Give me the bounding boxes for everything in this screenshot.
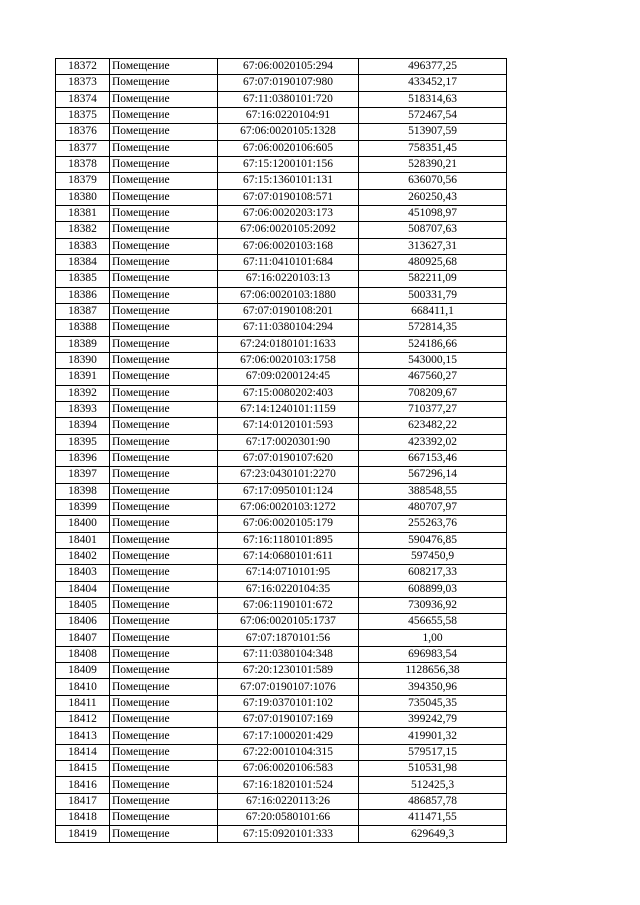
cadastral-number-cell: 67:22:0010104:315 — [218, 744, 359, 760]
table-row — [56, 434, 507, 450]
object-type-cell: Помещение — [110, 663, 218, 679]
row-number-cell: 18377 — [56, 140, 110, 156]
cadastral-value-cell: 255263,76 — [359, 516, 507, 532]
cadastral-number-cell: 67:07:0190107:169 — [218, 712, 359, 728]
table-row — [56, 548, 507, 564]
row-number-cell: 18414 — [56, 744, 110, 760]
cadastral-value-cell: 513907,59 — [359, 124, 507, 140]
row-number-cell: 18412 — [56, 712, 110, 728]
cadastral-number-cell: 67:16:0220103:13 — [218, 271, 359, 287]
cadastral-number-cell: 67:15:1360101:131 — [218, 173, 359, 189]
cadastral-number-cell: 67:11:0380104:348 — [218, 646, 359, 662]
cadastral-number-cell: 67:06:0020106:605 — [218, 140, 359, 156]
cadastral-number-cell: 67:06:0020103:1880 — [218, 287, 359, 303]
table-row — [56, 532, 507, 548]
cadastral-number-cell: 67:06:0020105:179 — [218, 516, 359, 532]
object-type-cell: Помещение — [110, 59, 218, 75]
cadastral-number-cell: 67:06:0020105:2092 — [218, 222, 359, 238]
row-number-cell: 18416 — [56, 777, 110, 793]
row-number-cell: 18388 — [56, 320, 110, 336]
cadastral-value-cell: 456655,58 — [359, 614, 507, 630]
cadastral-number-cell: 67:15:1200101:156 — [218, 156, 359, 172]
table-row — [56, 124, 507, 140]
cadastral-value-cell: 423392,02 — [359, 434, 507, 450]
row-number-cell: 18391 — [56, 369, 110, 385]
cadastral-number-cell: 67:17:0950101:124 — [218, 483, 359, 499]
row-number-cell: 18392 — [56, 385, 110, 401]
cadastral-value-cell: 708209,67 — [359, 385, 507, 401]
row-number-cell: 18390 — [56, 352, 110, 368]
table-row — [56, 271, 507, 287]
table-row — [56, 679, 507, 695]
table-row — [56, 450, 507, 466]
cadastral-number-cell: 67:24:0180101:1633 — [218, 336, 359, 352]
table-row — [56, 156, 507, 172]
table-row — [56, 597, 507, 613]
object-type-cell: Помещение — [110, 532, 218, 548]
cadastral-value-cell: 1,00 — [359, 630, 507, 646]
cadastral-number-cell: 67:07:0190107:980 — [218, 75, 359, 91]
cadastral-value-cell: 512425,3 — [359, 777, 507, 793]
object-type-cell: Помещение — [110, 679, 218, 695]
cadastral-number-cell: 67:11:0410101:684 — [218, 254, 359, 270]
cadastral-number-cell: 67:07:0190108:201 — [218, 303, 359, 319]
table-row — [56, 663, 507, 679]
table-row — [56, 630, 507, 646]
row-number-cell: 18380 — [56, 189, 110, 205]
row-number-cell: 18404 — [56, 581, 110, 597]
object-type-cell: Помещение — [110, 336, 218, 352]
cadastral-number-cell: 67:11:0380104:294 — [218, 320, 359, 336]
cadastral-number-cell: 67:15:0080202:403 — [218, 385, 359, 401]
table-row — [56, 59, 507, 75]
cadastral-number-cell: 67:20:1230101:589 — [218, 663, 359, 679]
row-number-cell: 18376 — [56, 124, 110, 140]
cadastral-number-cell: 67:14:1240101:1159 — [218, 401, 359, 417]
cadastral-value-cell: 419901,32 — [359, 728, 507, 744]
cadastral-value-cell: 579517,15 — [359, 744, 507, 760]
row-number-cell: 18411 — [56, 695, 110, 711]
table-row — [56, 336, 507, 352]
object-type-cell: Помещение — [110, 516, 218, 532]
object-type-cell: Помещение — [110, 369, 218, 385]
cadastral-number-cell: 67:16:1820101:524 — [218, 777, 359, 793]
cadastral-number-cell: 67:16:0220104:91 — [218, 107, 359, 123]
object-type-cell: Помещение — [110, 238, 218, 254]
object-type-cell: Помещение — [110, 826, 218, 842]
cadastral-value-cell: 730936,92 — [359, 597, 507, 613]
cadastral-value-table — [55, 58, 507, 843]
cadastral-value-cell: 260250,43 — [359, 189, 507, 205]
cadastral-number-cell: 67:17:1000201:429 — [218, 728, 359, 744]
row-number-cell: 18389 — [56, 336, 110, 352]
cadastral-number-cell: 67:16:0220104:35 — [218, 581, 359, 597]
cadastral-number-cell: 67:14:0680101:611 — [218, 548, 359, 564]
object-type-cell: Помещение — [110, 434, 218, 450]
cadastral-number-cell: 67:07:1870101:56 — [218, 630, 359, 646]
cadastral-value-cell: 608899,03 — [359, 581, 507, 597]
row-number-cell: 18374 — [56, 91, 110, 107]
row-number-cell: 18394 — [56, 418, 110, 434]
object-type-cell: Помещение — [110, 271, 218, 287]
row-number-cell: 18417 — [56, 793, 110, 809]
object-type-cell: Помещение — [110, 728, 218, 744]
table-row — [56, 401, 507, 417]
cadastral-number-cell: 67:11:0380101:720 — [218, 91, 359, 107]
object-type-cell: Помещение — [110, 205, 218, 221]
object-type-cell: Помещение — [110, 287, 218, 303]
table-row — [56, 777, 507, 793]
row-number-cell: 18413 — [56, 728, 110, 744]
row-number-cell: 18393 — [56, 401, 110, 417]
object-type-cell: Помещение — [110, 483, 218, 499]
cadastral-number-cell: 67:07:0190107:620 — [218, 450, 359, 466]
table-row — [56, 646, 507, 662]
table-row — [56, 826, 507, 842]
cadastral-value-cell: 394350,96 — [359, 679, 507, 695]
cadastral-number-cell: 67:15:0920101:333 — [218, 826, 359, 842]
object-type-cell: Помещение — [110, 614, 218, 630]
row-number-cell: 18402 — [56, 548, 110, 564]
row-number-cell: 18410 — [56, 679, 110, 695]
object-type-cell: Помещение — [110, 173, 218, 189]
object-type-cell: Помещение — [110, 695, 218, 711]
table-row — [56, 516, 507, 532]
table-row — [56, 91, 507, 107]
table-row — [56, 695, 507, 711]
table-row — [56, 581, 507, 597]
cadastral-value-cell: 590476,85 — [359, 532, 507, 548]
cadastral-value-cell: 636070,56 — [359, 173, 507, 189]
row-number-cell: 18373 — [56, 75, 110, 91]
cadastral-value-cell: 399242,79 — [359, 712, 507, 728]
table-row — [56, 189, 507, 205]
cadastral-value-cell: 313627,31 — [359, 238, 507, 254]
object-type-cell: Помещение — [110, 156, 218, 172]
object-type-cell: Помещение — [110, 401, 218, 417]
cadastral-value-cell: 629649,3 — [359, 826, 507, 842]
row-number-cell: 18399 — [56, 499, 110, 515]
cadastral-number-cell: 67:20:0580101:66 — [218, 810, 359, 826]
object-type-cell: Помещение — [110, 565, 218, 581]
object-type-cell: Помещение — [110, 630, 218, 646]
row-number-cell: 18400 — [56, 516, 110, 532]
cadastral-value-cell: 597450,9 — [359, 548, 507, 564]
object-type-cell: Помещение — [110, 744, 218, 760]
cadastral-number-cell: 67:07:0190108:571 — [218, 189, 359, 205]
cadastral-value-cell: 411471,55 — [359, 810, 507, 826]
cadastral-number-cell: 67:19:0370101:102 — [218, 695, 359, 711]
cadastral-value-cell: 567296,14 — [359, 467, 507, 483]
cadastral-value-cell: 508707,63 — [359, 222, 507, 238]
table-row — [56, 467, 507, 483]
cadastral-value-cell: 696983,54 — [359, 646, 507, 662]
cadastral-value-cell: 608217,33 — [359, 565, 507, 581]
cadastral-value-cell: 735045,35 — [359, 695, 507, 711]
table-row — [56, 614, 507, 630]
cadastral-value-cell: 710377,27 — [359, 401, 507, 417]
table-row — [56, 222, 507, 238]
table-row — [56, 352, 507, 368]
table-row — [56, 320, 507, 336]
object-type-cell: Помещение — [110, 254, 218, 270]
cadastral-value-cell: 1128656,38 — [359, 663, 507, 679]
cadastral-number-cell: 67:14:0710101:95 — [218, 565, 359, 581]
row-number-cell: 18415 — [56, 761, 110, 777]
object-type-cell: Помещение — [110, 222, 218, 238]
object-type-cell: Помещение — [110, 646, 218, 662]
table-row — [56, 810, 507, 826]
table-row — [56, 565, 507, 581]
table-row — [56, 712, 507, 728]
table-row — [56, 205, 507, 221]
object-type-cell: Помещение — [110, 107, 218, 123]
table-body — [56, 59, 507, 843]
row-number-cell: 18382 — [56, 222, 110, 238]
row-number-cell: 18398 — [56, 483, 110, 499]
row-number-cell: 18407 — [56, 630, 110, 646]
object-type-cell: Помещение — [110, 810, 218, 826]
row-number-cell: 18418 — [56, 810, 110, 826]
row-number-cell: 18408 — [56, 646, 110, 662]
table-row — [56, 744, 507, 760]
cadastral-number-cell: 67:06:0020105:1737 — [218, 614, 359, 630]
row-number-cell: 18405 — [56, 597, 110, 613]
cadastral-number-cell: 67:06:0020103:168 — [218, 238, 359, 254]
table-row — [56, 287, 507, 303]
table-row — [56, 728, 507, 744]
cadastral-number-cell: 67:06:0020105:1328 — [218, 124, 359, 140]
row-number-cell: 18395 — [56, 434, 110, 450]
cadastral-number-cell: 67:06:0020103:1758 — [218, 352, 359, 368]
row-number-cell: 18406 — [56, 614, 110, 630]
row-number-cell: 18396 — [56, 450, 110, 466]
cadastral-value-cell: 572467,54 — [359, 107, 507, 123]
object-type-cell: Помещение — [110, 303, 218, 319]
cadastral-number-cell: 67:06:0020203:173 — [218, 205, 359, 221]
cadastral-value-cell: 623482,22 — [359, 418, 507, 434]
object-type-cell: Помещение — [110, 777, 218, 793]
cadastral-value-cell: 388548,55 — [359, 483, 507, 499]
cadastral-value-cell: 467560,27 — [359, 369, 507, 385]
cadastral-value-cell: 582211,09 — [359, 271, 507, 287]
cadastral-number-cell: 67:06:0020103:1272 — [218, 499, 359, 515]
object-type-cell: Помещение — [110, 793, 218, 809]
cadastral-number-cell: 67:16:0220113:26 — [218, 793, 359, 809]
object-type-cell: Помещение — [110, 320, 218, 336]
table-row — [56, 173, 507, 189]
row-number-cell: 18379 — [56, 173, 110, 189]
cadastral-value-cell: 518314,63 — [359, 91, 507, 107]
object-type-cell: Помещение — [110, 450, 218, 466]
table-row — [56, 385, 507, 401]
object-type-cell: Помещение — [110, 761, 218, 777]
table-row — [56, 107, 507, 123]
object-type-cell: Помещение — [110, 385, 218, 401]
cadastral-value-cell: 572814,35 — [359, 320, 507, 336]
object-type-cell: Помещение — [110, 712, 218, 728]
object-type-cell: Помещение — [110, 418, 218, 434]
cadastral-value-cell: 668411,1 — [359, 303, 507, 319]
cadastral-value-cell: 480925,68 — [359, 254, 507, 270]
cadastral-value-cell: 758351,45 — [359, 140, 507, 156]
cadastral-number-cell: 67:16:1180101:895 — [218, 532, 359, 548]
object-type-cell: Помещение — [110, 91, 218, 107]
row-number-cell: 18384 — [56, 254, 110, 270]
cadastral-number-cell: 67:06:1190101:672 — [218, 597, 359, 613]
row-number-cell: 18381 — [56, 205, 110, 221]
cadastral-value-cell: 528390,21 — [359, 156, 507, 172]
row-number-cell: 18419 — [56, 826, 110, 842]
cadastral-value-cell: 524186,66 — [359, 336, 507, 352]
table-row — [56, 254, 507, 270]
object-type-cell: Помещение — [110, 352, 218, 368]
row-number-cell: 18401 — [56, 532, 110, 548]
table-row — [56, 418, 507, 434]
row-number-cell: 18387 — [56, 303, 110, 319]
row-number-cell: 18397 — [56, 467, 110, 483]
table-row — [56, 483, 507, 499]
row-number-cell: 18372 — [56, 59, 110, 75]
object-type-cell: Помещение — [110, 140, 218, 156]
cadastral-number-cell: 67:07:0190107:1076 — [218, 679, 359, 695]
object-type-cell: Помещение — [110, 124, 218, 140]
cadastral-number-cell: 67:14:0120101:593 — [218, 418, 359, 434]
cadastral-value-cell: 433452,17 — [359, 75, 507, 91]
row-number-cell: 18385 — [56, 271, 110, 287]
cadastral-value-cell: 543000,15 — [359, 352, 507, 368]
cadastral-number-cell: 67:17:0020301:90 — [218, 434, 359, 450]
row-number-cell: 18409 — [56, 663, 110, 679]
cadastral-number-cell: 67:23:0430101:2270 — [218, 467, 359, 483]
cadastral-value-cell: 480707,97 — [359, 499, 507, 515]
cadastral-value-cell: 486857,78 — [359, 793, 507, 809]
row-number-cell: 18375 — [56, 107, 110, 123]
table-row — [56, 140, 507, 156]
cadastral-value-cell: 496377,25 — [359, 59, 507, 75]
table-row — [56, 793, 507, 809]
object-type-cell: Помещение — [110, 548, 218, 564]
table-row — [56, 75, 507, 91]
table-row — [56, 761, 507, 777]
object-type-cell: Помещение — [110, 597, 218, 613]
row-number-cell: 18378 — [56, 156, 110, 172]
table-row — [56, 238, 507, 254]
row-number-cell: 18403 — [56, 565, 110, 581]
cadastral-value-cell: 510531,98 — [359, 761, 507, 777]
table-row — [56, 369, 507, 385]
cadastral-number-cell: 67:09:0200124:45 — [218, 369, 359, 385]
cadastral-number-cell: 67:06:0020105:294 — [218, 59, 359, 75]
table-row — [56, 303, 507, 319]
object-type-cell: Помещение — [110, 75, 218, 91]
table-row — [56, 499, 507, 515]
object-type-cell: Помещение — [110, 499, 218, 515]
object-type-cell: Помещение — [110, 467, 218, 483]
cadastral-number-cell: 67:06:0020106:583 — [218, 761, 359, 777]
cadastral-value-cell: 667153,46 — [359, 450, 507, 466]
object-type-cell: Помещение — [110, 189, 218, 205]
row-number-cell: 18383 — [56, 238, 110, 254]
cadastral-value-cell: 500331,79 — [359, 287, 507, 303]
object-type-cell: Помещение — [110, 581, 218, 597]
cadastral-value-cell: 451098,97 — [359, 205, 507, 221]
row-number-cell: 18386 — [56, 287, 110, 303]
